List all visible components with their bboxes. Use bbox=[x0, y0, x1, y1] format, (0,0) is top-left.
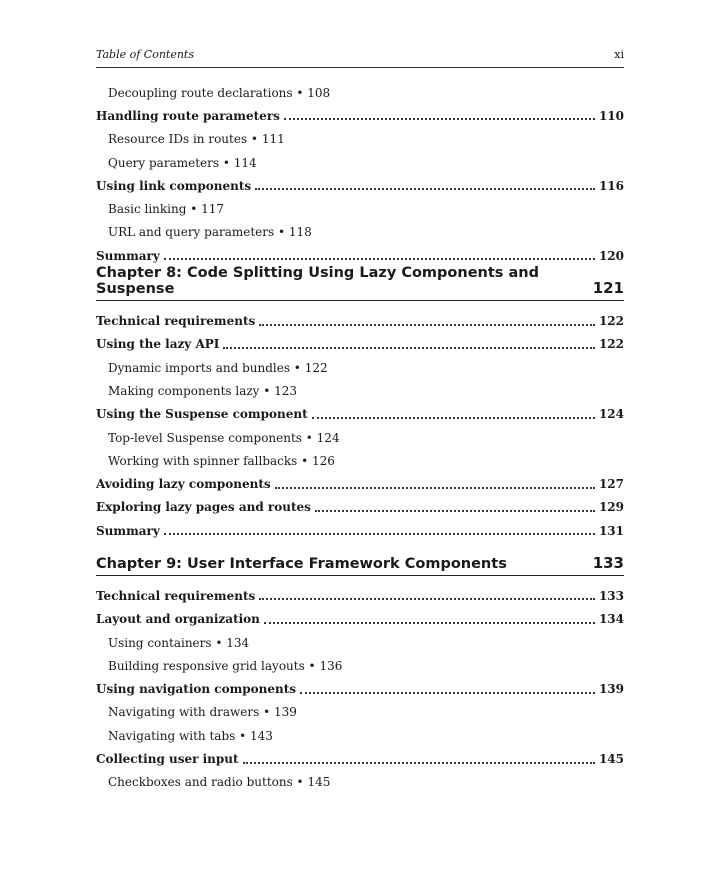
section-title: Using link components bbox=[96, 178, 252, 193]
toc-subsection-entry[interactable]: Dynamic imports and bundles • 122 bbox=[108, 360, 328, 375]
section-page-number: 131 bbox=[598, 523, 624, 538]
section-page-number: 127 bbox=[598, 477, 624, 492]
chapter-heading[interactable] bbox=[96, 551, 624, 576]
toc-section-entry[interactable] bbox=[96, 747, 624, 770]
section-title: Using the Suspense component bbox=[96, 407, 308, 422]
section-page-number: 133 bbox=[598, 588, 624, 603]
header-page-number: xi bbox=[614, 48, 624, 61]
toc-section-entry[interactable] bbox=[96, 678, 624, 701]
toc-section-entry[interactable] bbox=[96, 519, 624, 542]
table-of-contents bbox=[96, 81, 624, 794]
section-page-number: 139 bbox=[598, 682, 624, 697]
toc-subsection-entry[interactable]: URL and query parameters • 118 bbox=[108, 225, 312, 240]
dot-leader bbox=[275, 486, 595, 489]
toc-subsection-entry[interactable]: Resource IDs in routes • 111 bbox=[108, 132, 285, 147]
running-header bbox=[96, 48, 624, 68]
toc-subsection-entry[interactable]: Working with spinner fallbacks • 126 bbox=[108, 453, 335, 468]
dot-leader bbox=[259, 323, 595, 326]
section-title: Exploring lazy pages and routes bbox=[96, 500, 311, 515]
dot-leader bbox=[164, 532, 595, 535]
dot-leader bbox=[223, 346, 595, 349]
header-title: Table of Contents bbox=[96, 48, 195, 61]
toc-section-entry[interactable] bbox=[96, 496, 624, 519]
section-page-number: 120 bbox=[598, 248, 624, 263]
section-title: Technical requirements bbox=[96, 314, 256, 329]
section-title: Summary bbox=[96, 523, 160, 538]
section-title: Technical requirements bbox=[96, 588, 256, 603]
toc-section-entry[interactable] bbox=[96, 104, 624, 127]
dot-leader bbox=[164, 257, 595, 260]
toc-subsection-entry[interactable]: Checkboxes and radio buttons • 145 bbox=[108, 775, 331, 790]
chapter-heading[interactable] bbox=[96, 265, 624, 301]
section-title: Using navigation components bbox=[96, 682, 297, 697]
toc-section-entry[interactable] bbox=[96, 608, 624, 631]
toc-section-entry[interactable] bbox=[96, 472, 624, 495]
toc-subsection-entry[interactable]: Basic linking • 117 bbox=[108, 202, 225, 217]
section-page-number: 134 bbox=[598, 612, 624, 627]
section-page-number: 110 bbox=[598, 108, 624, 123]
toc-subsection-entry[interactable]: Building responsive grid layouts • 136 bbox=[108, 658, 343, 673]
section-title: Layout and organization bbox=[96, 612, 260, 627]
toc-section-entry[interactable] bbox=[96, 244, 624, 267]
section-title: Summary bbox=[96, 248, 160, 263]
dot-leader bbox=[243, 761, 595, 764]
dot-leader bbox=[300, 691, 595, 694]
dot-leader bbox=[264, 621, 595, 624]
toc-subsection-entry[interactable]: Navigating with drawers • 139 bbox=[108, 705, 297, 720]
section-title: Using the lazy API bbox=[96, 337, 220, 352]
section-page-number: 145 bbox=[598, 752, 624, 767]
toc-section-entry[interactable] bbox=[96, 403, 624, 426]
section-title: Avoiding lazy components bbox=[96, 477, 271, 492]
section-title: Handling route parameters bbox=[96, 108, 280, 123]
toc-subsection-entry[interactable]: Using containers • 134 bbox=[108, 635, 250, 650]
section-page-number: 129 bbox=[598, 500, 624, 515]
dot-leader bbox=[312, 416, 595, 419]
chapter-title: Chapter 8: Code Splitting Using Lazy Components and Suspense bbox=[96, 265, 539, 298]
toc-subsection-entry[interactable]: Query parameters • 114 bbox=[108, 155, 257, 170]
section-page-number: 124 bbox=[598, 407, 624, 422]
toc-section-entry[interactable] bbox=[96, 584, 624, 607]
dot-leader bbox=[315, 509, 595, 512]
toc-section-entry[interactable] bbox=[96, 333, 624, 356]
section-page-number: 116 bbox=[598, 178, 624, 193]
section-page-number: 122 bbox=[598, 314, 624, 329]
toc-subsection-entry[interactable]: Navigating with tabs • 143 bbox=[108, 728, 273, 743]
dot-leader bbox=[255, 187, 595, 190]
toc-section-entry[interactable] bbox=[96, 309, 624, 332]
chapter-page-number: 121 bbox=[592, 279, 624, 298]
toc-subsection-entry[interactable]: Decoupling route declarations • 108 bbox=[108, 85, 331, 100]
section-title: Collecting user input bbox=[96, 752, 239, 767]
dot-leader bbox=[284, 117, 595, 120]
section-page-number: 122 bbox=[598, 337, 624, 352]
toc-section-entry[interactable] bbox=[96, 174, 624, 197]
chapter-page-number: 133 bbox=[592, 554, 624, 573]
chapter-title: Chapter 9: User Interface Framework Components bbox=[96, 556, 507, 573]
toc-subsection-entry[interactable]: Making components lazy • 123 bbox=[108, 383, 298, 398]
toc-subsection-entry[interactable]: Top-level Suspense components • 124 bbox=[108, 430, 340, 445]
dot-leader bbox=[259, 597, 595, 600]
